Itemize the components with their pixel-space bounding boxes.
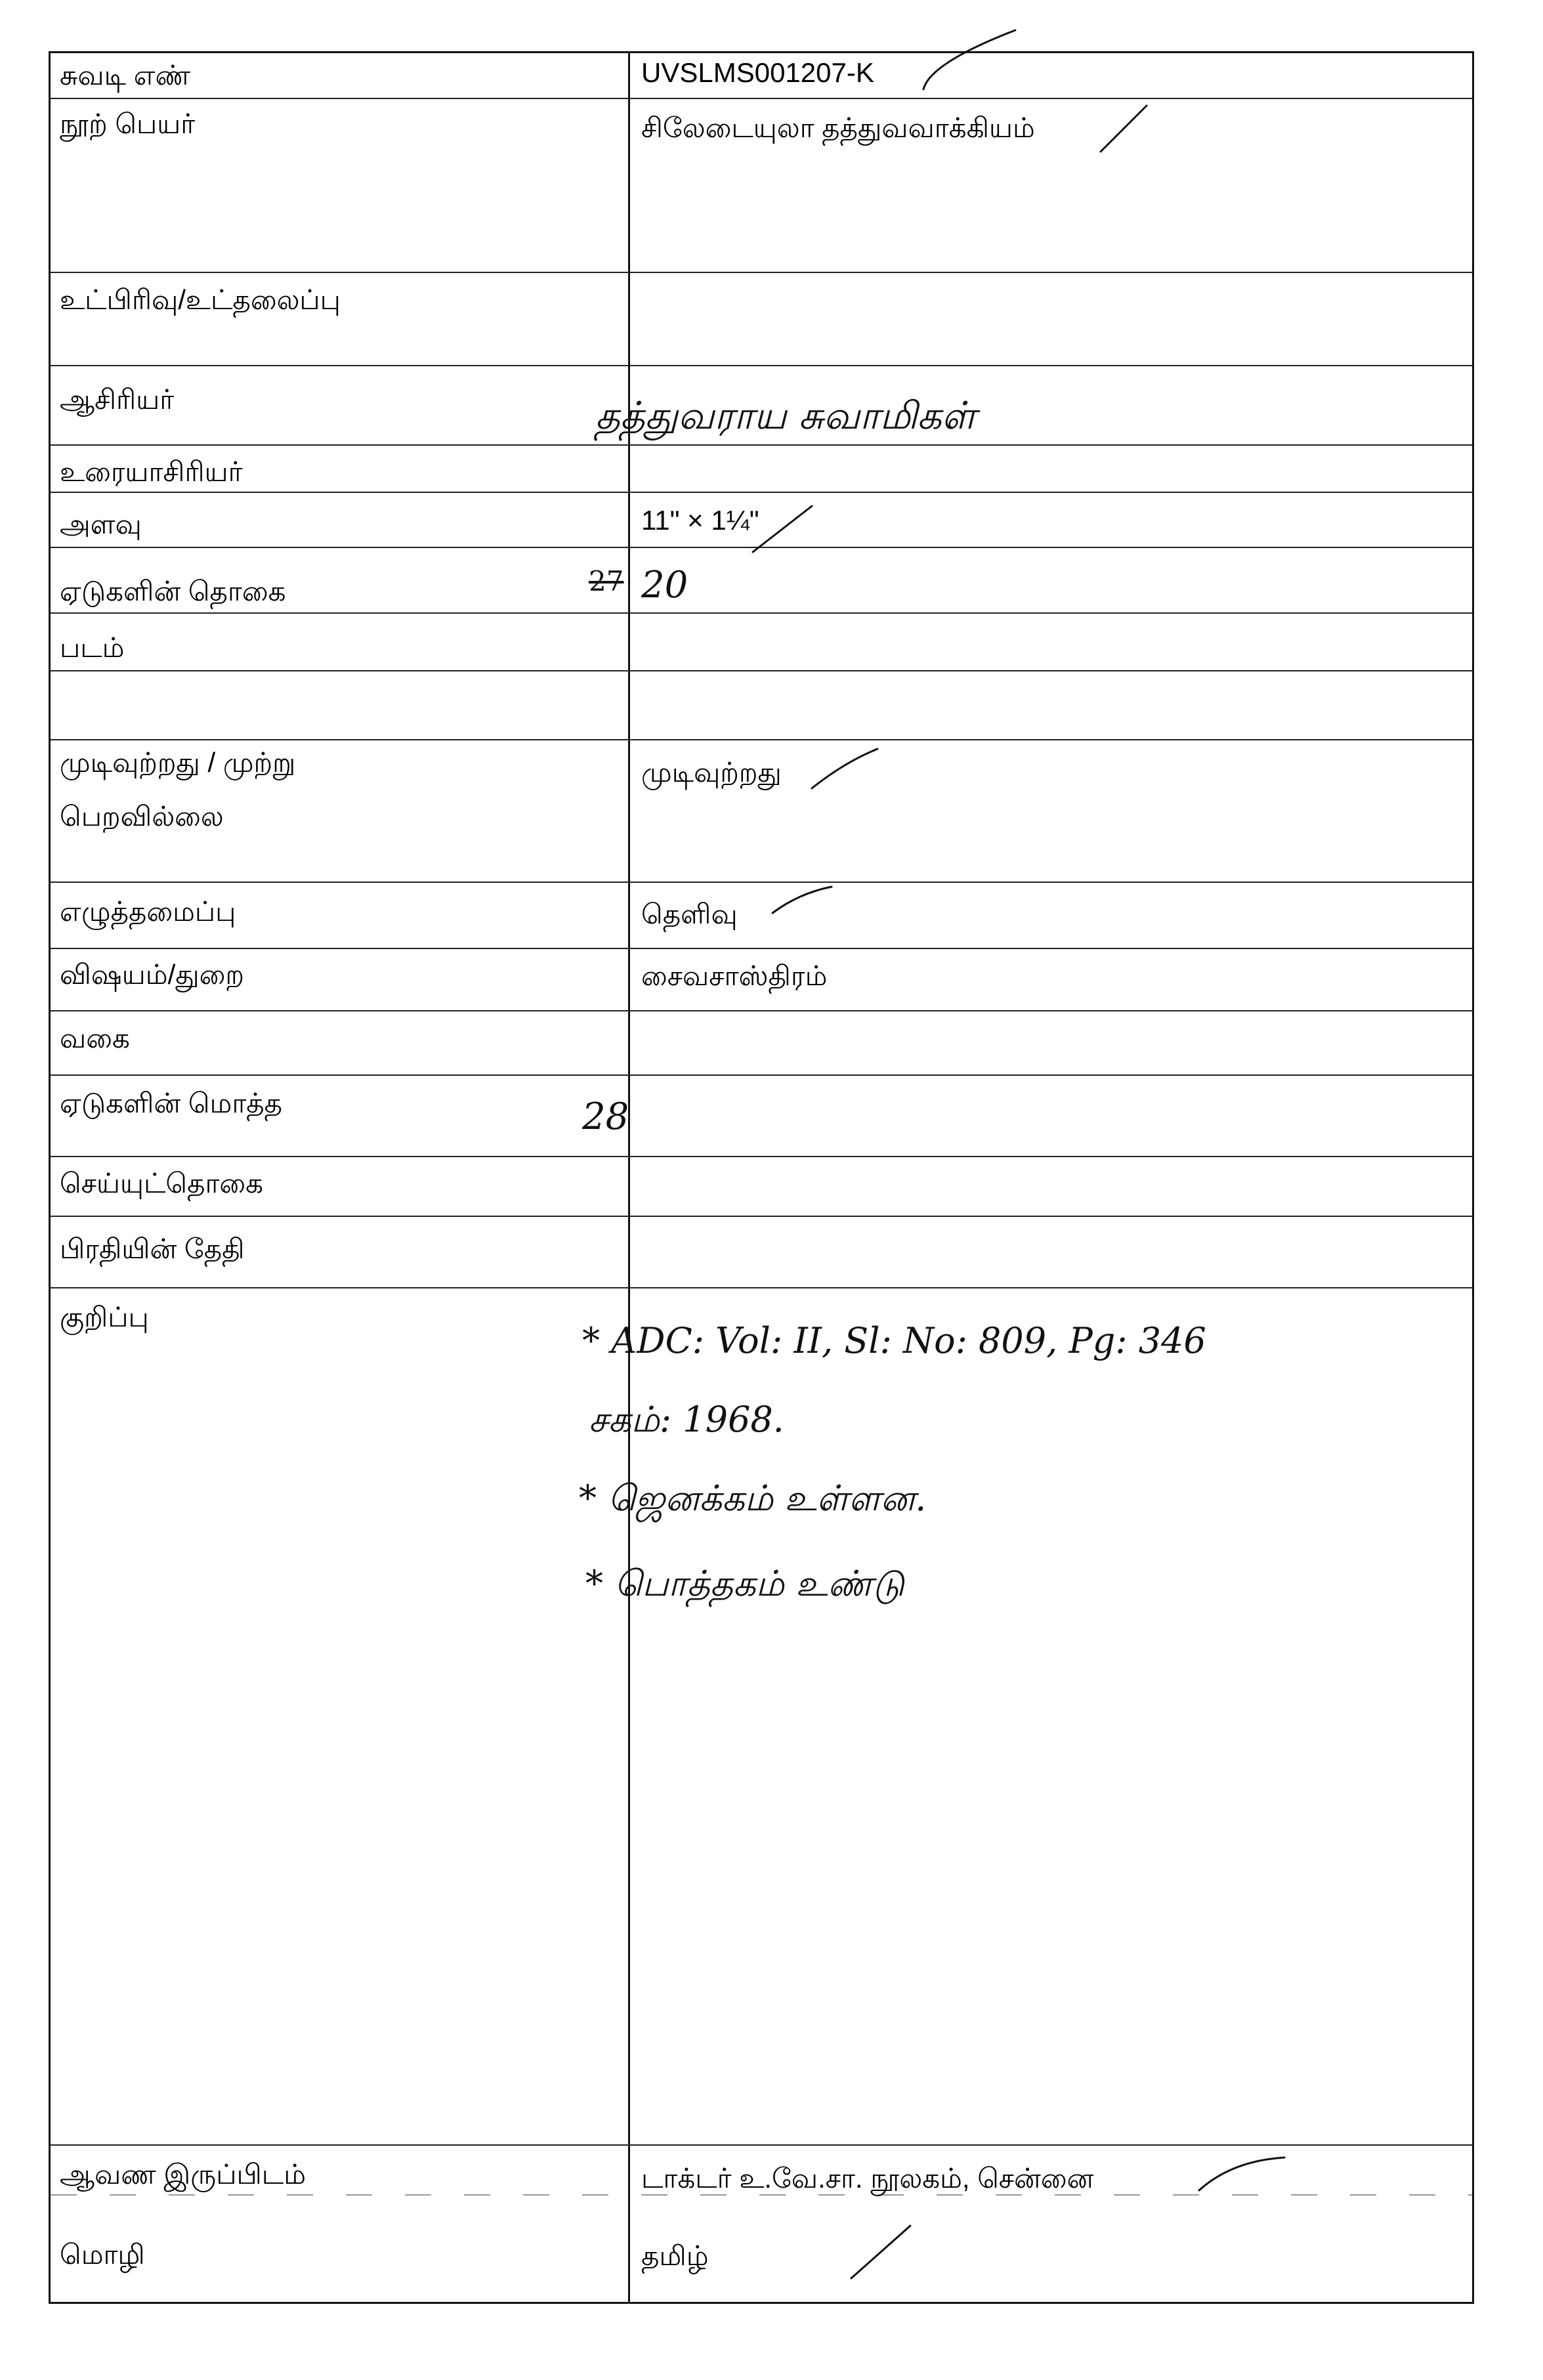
row-separator bbox=[51, 882, 1472, 883]
row-separator bbox=[51, 948, 1472, 949]
notes-line-1: * ADC: Vol: II, Sl: No: 809, Pg: 346 bbox=[582, 1320, 1206, 1361]
check-mark-icon bbox=[1094, 99, 1153, 158]
bundle-no-label: சுவடி எண் bbox=[60, 60, 190, 91]
repository-label: ஆவண இருப்பிடம் bbox=[60, 2159, 306, 2190]
total-leaves-label: ஏடுகளின் மொத்த bbox=[60, 1088, 283, 1118]
notes-line-4: * பொத்தகம் உண்டு bbox=[585, 1563, 904, 1604]
subject-value: சைவசாஸ்திரம் bbox=[641, 960, 828, 991]
leaf-count-handwritten-value: 20 bbox=[641, 564, 688, 606]
subtitle-label: உட்பிரிவு/உட்தலைப்பு bbox=[60, 284, 341, 315]
language-label: மொழி bbox=[60, 2239, 145, 2270]
completeness-label-line2: பெறவில்லை bbox=[60, 801, 224, 832]
row-separator bbox=[51, 444, 1472, 446]
row-separator bbox=[51, 1216, 1472, 1217]
notes-line-2: சகம்: 1968. bbox=[589, 1399, 784, 1440]
check-mark-icon bbox=[845, 2219, 917, 2285]
row-separator bbox=[51, 492, 1472, 493]
script-quality-label: எழுத்தமைப்பு bbox=[60, 896, 236, 927]
size-label: அளவு bbox=[60, 509, 142, 540]
illustration-label: படம் bbox=[60, 632, 125, 663]
row-separator bbox=[51, 612, 1472, 614]
notes-label: குறிப்பு bbox=[60, 1302, 149, 1332]
repository-value: டாக்டர் உ.வே.சா. நூலகம், சென்னை bbox=[641, 2163, 1094, 2194]
bundle-no-value: UVSLMS001207-K bbox=[641, 57, 874, 88]
leaf-count-struck-value: 27 bbox=[589, 565, 624, 597]
column-divider bbox=[628, 53, 630, 2302]
check-mark-icon bbox=[805, 742, 884, 795]
row-separator bbox=[51, 1010, 1472, 1011]
row-separator bbox=[51, 272, 1472, 273]
copy-date-label: பிரதியின் தேதி bbox=[60, 1233, 245, 1264]
language-value: தமிழ் bbox=[641, 2240, 709, 2271]
check-mark-icon bbox=[1193, 2151, 1291, 2197]
subject-label: விஷயம்/துறை bbox=[60, 959, 245, 990]
row-separator bbox=[51, 670, 1472, 671]
completeness-label-line1: முடிவுற்றது / முற்று bbox=[60, 747, 296, 778]
row-separator bbox=[51, 365, 1472, 366]
row-separator bbox=[51, 1156, 1472, 1157]
check-mark-icon bbox=[766, 880, 838, 920]
completeness-value: முடிவுற்றது bbox=[641, 757, 782, 788]
commentator-label: உரையாசிரியர் bbox=[60, 456, 243, 487]
script-quality-value: தெளிவு bbox=[641, 899, 738, 929]
row-separator bbox=[51, 98, 1472, 99]
check-mark-icon bbox=[746, 499, 818, 559]
notes-line-3: * ஜெனக்கம் உள்ளன. bbox=[579, 1477, 927, 1519]
author-handwritten-value: தத்துவராய சுவாமிகள் bbox=[595, 393, 976, 438]
title-value: சிலேடையுலா தத்துவவாக்கியம் bbox=[641, 112, 1035, 143]
size-value: 11" × 1¼" bbox=[641, 505, 759, 536]
category-label: வகை bbox=[60, 1023, 130, 1053]
total-leaves-handwritten-value: 28 bbox=[582, 1095, 629, 1138]
row-separator bbox=[51, 2144, 1472, 2146]
author-label: ஆசிரியர் bbox=[60, 384, 175, 415]
leaf-count-label: ஏடுகளின் தொகை bbox=[60, 576, 286, 606]
manuscript-record-form bbox=[49, 51, 1474, 2304]
row-separator bbox=[51, 1287, 1472, 1288]
title-label: நூற் பெயர் bbox=[60, 108, 196, 139]
row-separator bbox=[51, 1074, 1472, 1076]
completeness-label bbox=[60, 736, 611, 843]
check-mark-icon bbox=[917, 27, 1048, 99]
verse-count-label: செய்யுட்தொகை bbox=[60, 1168, 263, 1199]
